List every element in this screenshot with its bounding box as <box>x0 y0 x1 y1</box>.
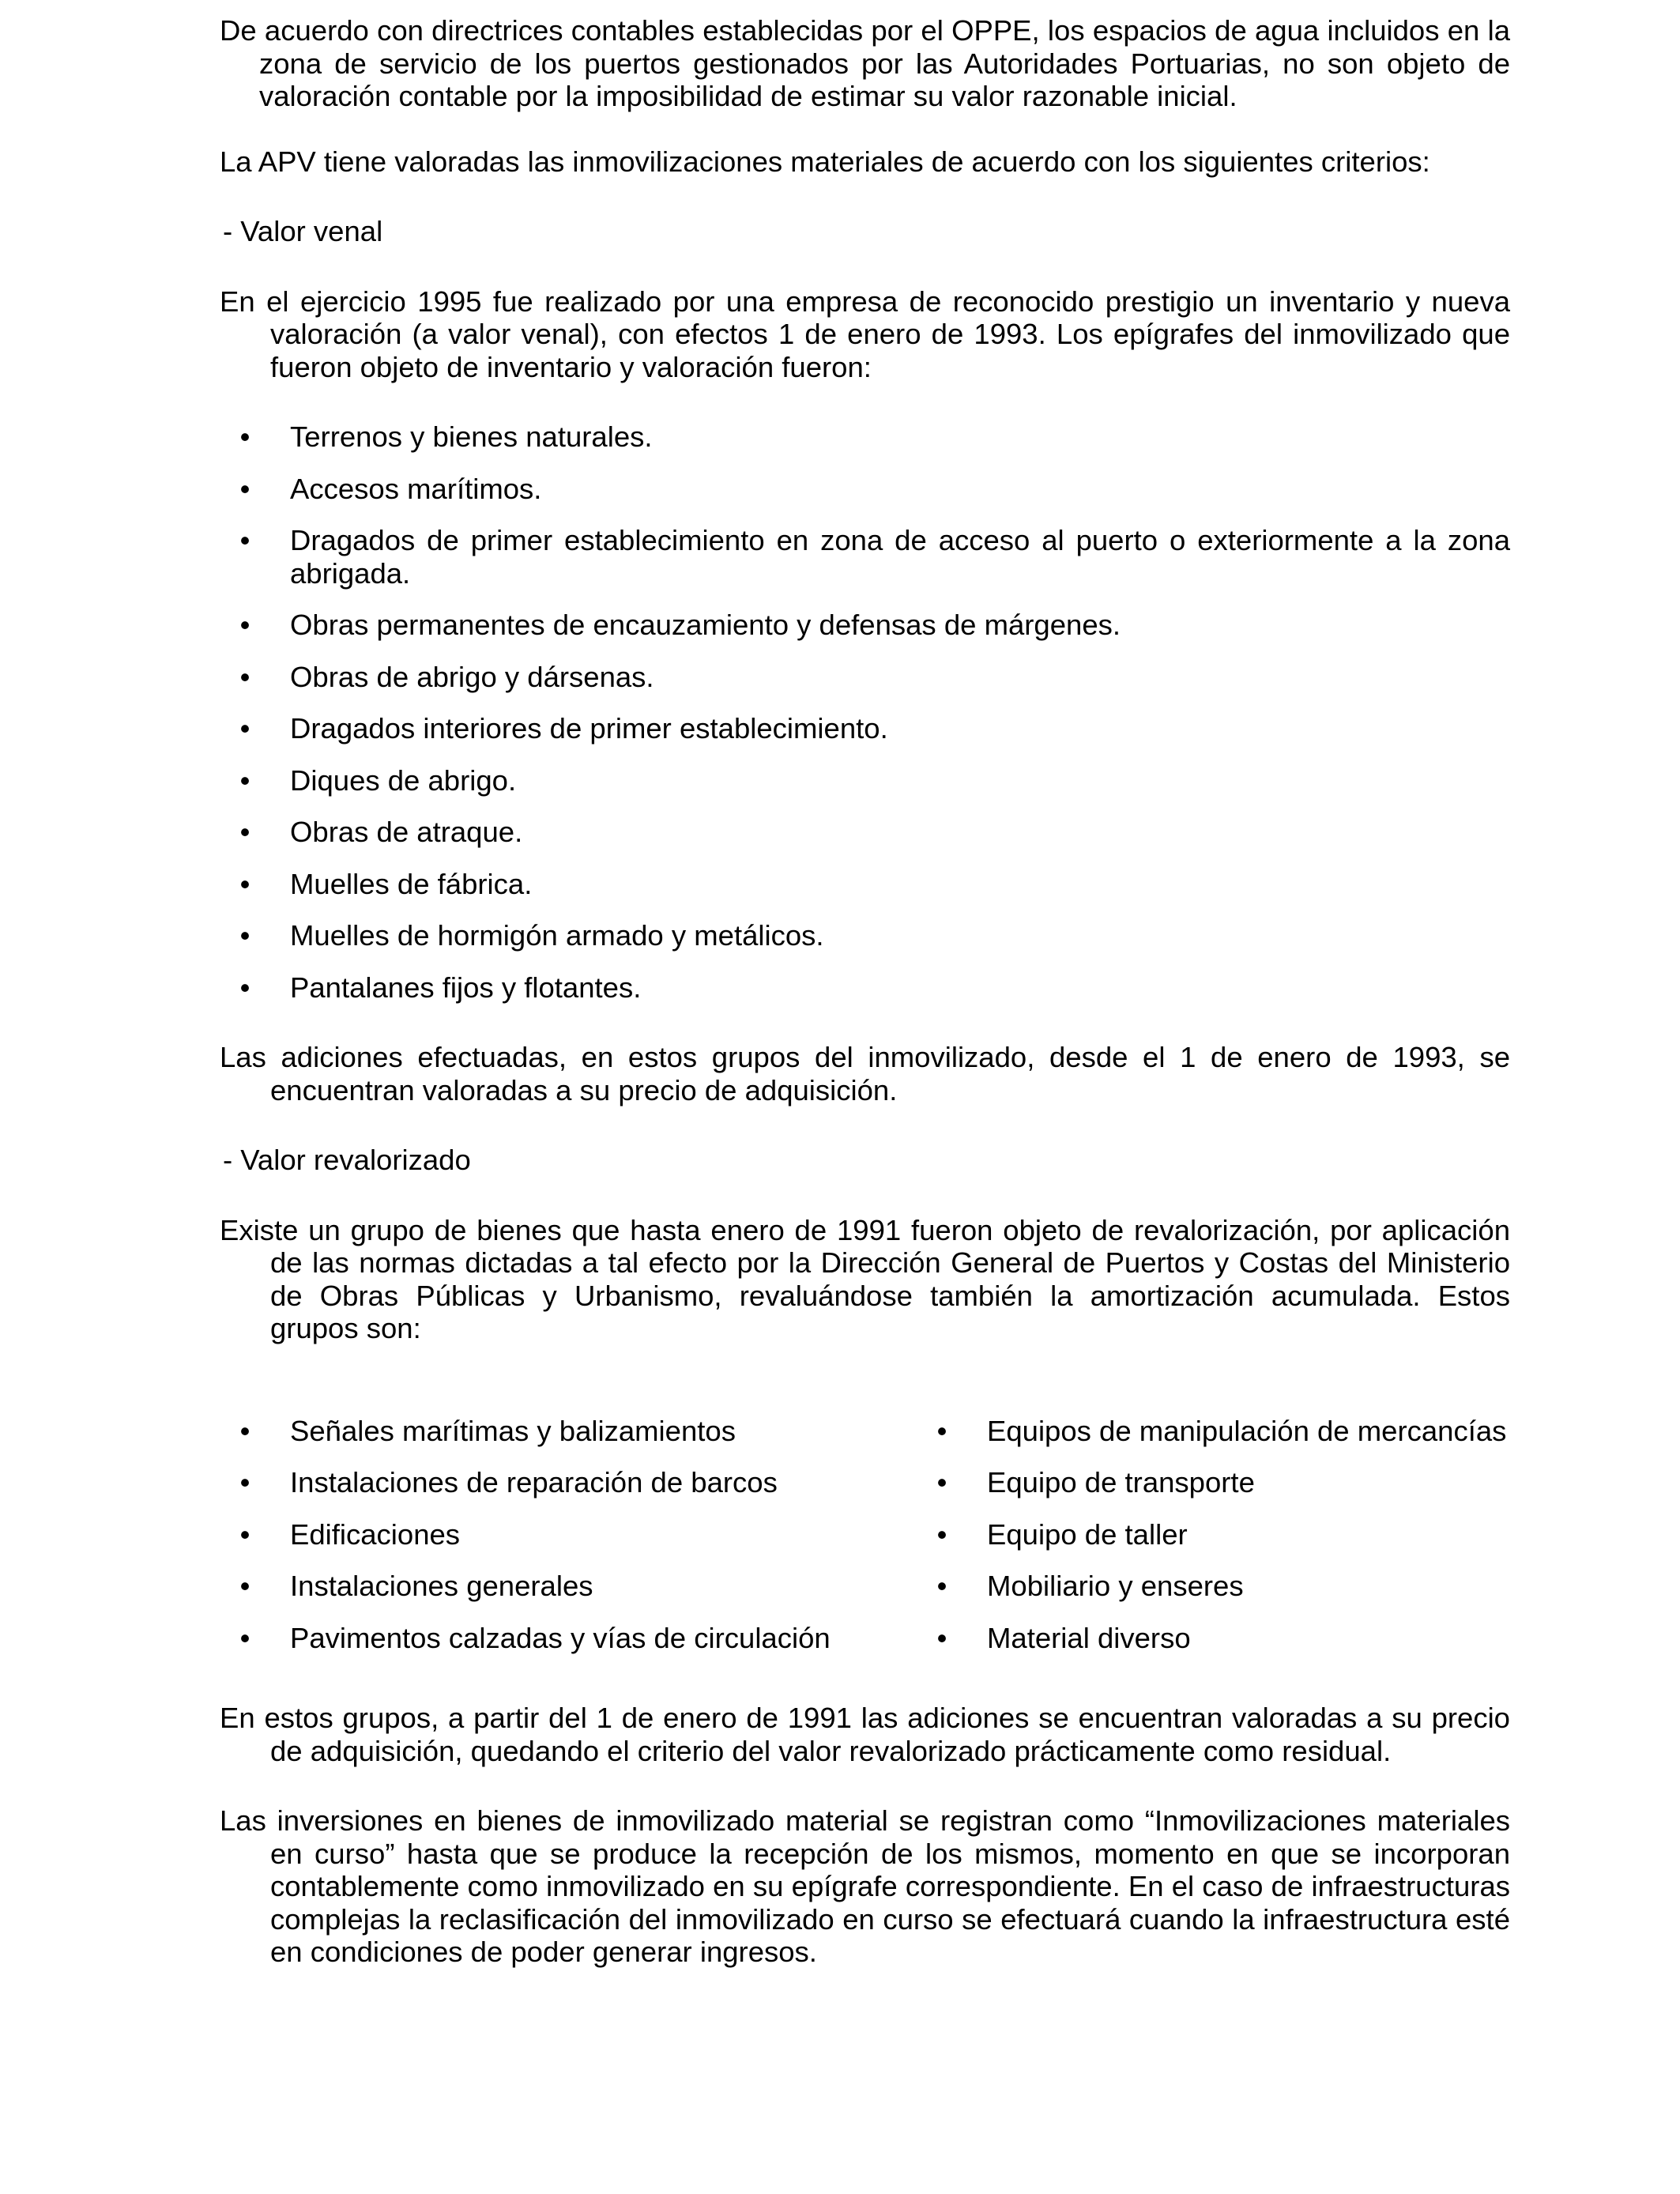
bullet-icon: • <box>936 1466 947 1498</box>
revalorizado-groups <box>220 1415 1510 1655</box>
bullet-icon: • <box>239 867 250 900</box>
bullet-icon: • <box>239 971 250 1004</box>
list-item: • Equipos de manipulación de mercancías <box>917 1415 1510 1448</box>
list-item: • Dragados de primer establecimiento en zona de acceso al puerto o exteriormente a la zona abrigada. <box>220 524 1510 590</box>
paragraph-adiciones-1993: Las adiciones efectuadas, en estos grupos del inmovilizado, desde el 1 de enero de 1993, se encuentran valoradas a su precio de adquisición. <box>220 1041 1510 1106</box>
list-item: • Instalaciones generales <box>220 1570 917 1603</box>
list-item: • Muelles de hormigón armado y metálicos. <box>220 919 1510 952</box>
list-item: • Muelles de fábrica. <box>220 868 1510 901</box>
list-item: • Obras de atraque. <box>220 816 1510 849</box>
paragraph-criterios-intro: La APV tiene valoradas las inmovilizaciones materiales de acuerdo con los siguientes criterios: <box>220 145 1430 178</box>
bullet-icon: • <box>239 1517 250 1551</box>
list-item: • Pavimentos calzadas y vías de circulación <box>220 1622 917 1655</box>
document-page <box>220 14 1510 1969</box>
bullet-icon: • <box>936 1414 947 1447</box>
heading-valor-venal: - Valor venal <box>223 215 383 247</box>
bullet-icon: • <box>239 712 250 745</box>
bullet-icon: • <box>239 420 250 453</box>
paragraph-inventario-1995: En el ejercicio 1995 fue realizado por una empresa de reconocido prestigio un inventario y nueva valoración (a valor venal), con efectos 1 de enero de 1993. Los epígrafes del inmovilizado que fueron objeto de inventario y valoración fueron: <box>220 285 1510 383</box>
bullet-icon: • <box>239 763 250 797</box>
revalorizado-left-list <box>220 1415 917 1655</box>
bullet-icon: • <box>239 919 250 952</box>
list-item: • Terrenos y bienes naturales. <box>220 420 1510 454</box>
paragraph-adiciones-1991: En estos grupos, a partir del 1 de enero de 1991 las adiciones se encuentran valoradas a su precio de adquisición, quedando el criterio del valor revalorizado prácticamente como residual. <box>220 1702 1510 1767</box>
bullet-icon: • <box>239 609 250 641</box>
venal-items-list <box>220 420 1510 1004</box>
bullet-icon: • <box>239 660 250 693</box>
bullet-icon: • <box>239 472 250 505</box>
paragraph-revalorizacion-1991: Existe un grupo de bienes que hasta enero de 1991 fueron objeto de revalorización, por aplicación de las normas dictadas a tal efecto por la Dirección General de Puertos y Costas del Ministerio de Obras Públicas y Urbanismo, revaluándose también la amortización acumulada. Estos grupos son: <box>220 1213 1510 1344</box>
bullet-icon: • <box>936 1621 947 1654</box>
list-item: • Mobiliario y enseres <box>917 1570 1510 1603</box>
revalorizado-right-list <box>917 1415 1510 1655</box>
bullet-icon: • <box>239 1414 250 1447</box>
list-item: • Equipo de taller <box>917 1518 1510 1551</box>
bullet-icon: • <box>239 816 250 848</box>
paragraph-inmovilizado-en-curso: Las inversiones en bienes de inmovilizado material se registran como “Inmovilizaciones materiales en curso” hasta que se produce la recepción de los mismos, momento en que se incorporan contablemente como inmovilizado en su epígrafe correspondiente. En el caso de infraestructuras complejas la reclasificación del inmovilizado en curso se efectuará cuando la infraestructura esté en condiciones de poder generar ingresos. <box>220 1804 1510 1968</box>
bullet-icon: • <box>239 524 250 556</box>
bullet-icon: • <box>239 1466 250 1498</box>
list-item: • Dragados interiores de primer establecimiento. <box>220 712 1510 745</box>
revalorizado-left-column <box>220 1415 917 1655</box>
list-item: • Señales marítimas y balizamientos <box>220 1415 917 1448</box>
heading-valor-revalorizado: - Valor revalorizado <box>223 1144 471 1176</box>
list-item: • Obras permanentes de encauzamiento y defensas de márgenes. <box>220 609 1510 642</box>
bullet-icon: • <box>936 1570 947 1602</box>
paragraph-espacios-agua: De acuerdo con directrices contables establecidas por el OPPE, los espacios de agua incluidos en la zona de servicio de los puertos gestionados por las Autoridades Portuarias, no son objeto de valoración contable por la imposibilidad de estimar su valor razonable inicial. <box>220 14 1510 112</box>
bullet-icon: • <box>936 1517 947 1551</box>
list-item: • Material diverso <box>917 1622 1510 1655</box>
revalorizado-right-column <box>917 1415 1510 1655</box>
list-item: • Equipo de transporte <box>917 1466 1510 1499</box>
list-item: • Accesos marítimos. <box>220 473 1510 506</box>
list-item: • Diques de abrigo. <box>220 764 1510 797</box>
list-item: • Instalaciones de reparación de barcos <box>220 1466 917 1499</box>
list-item: • Edificaciones <box>220 1518 917 1551</box>
bullet-icon: • <box>239 1570 250 1602</box>
list-item: • Obras de abrigo y dársenas. <box>220 661 1510 694</box>
list-item: • Pantalanes fijos y flotantes. <box>220 971 1510 1005</box>
bullet-icon: • <box>239 1621 250 1654</box>
